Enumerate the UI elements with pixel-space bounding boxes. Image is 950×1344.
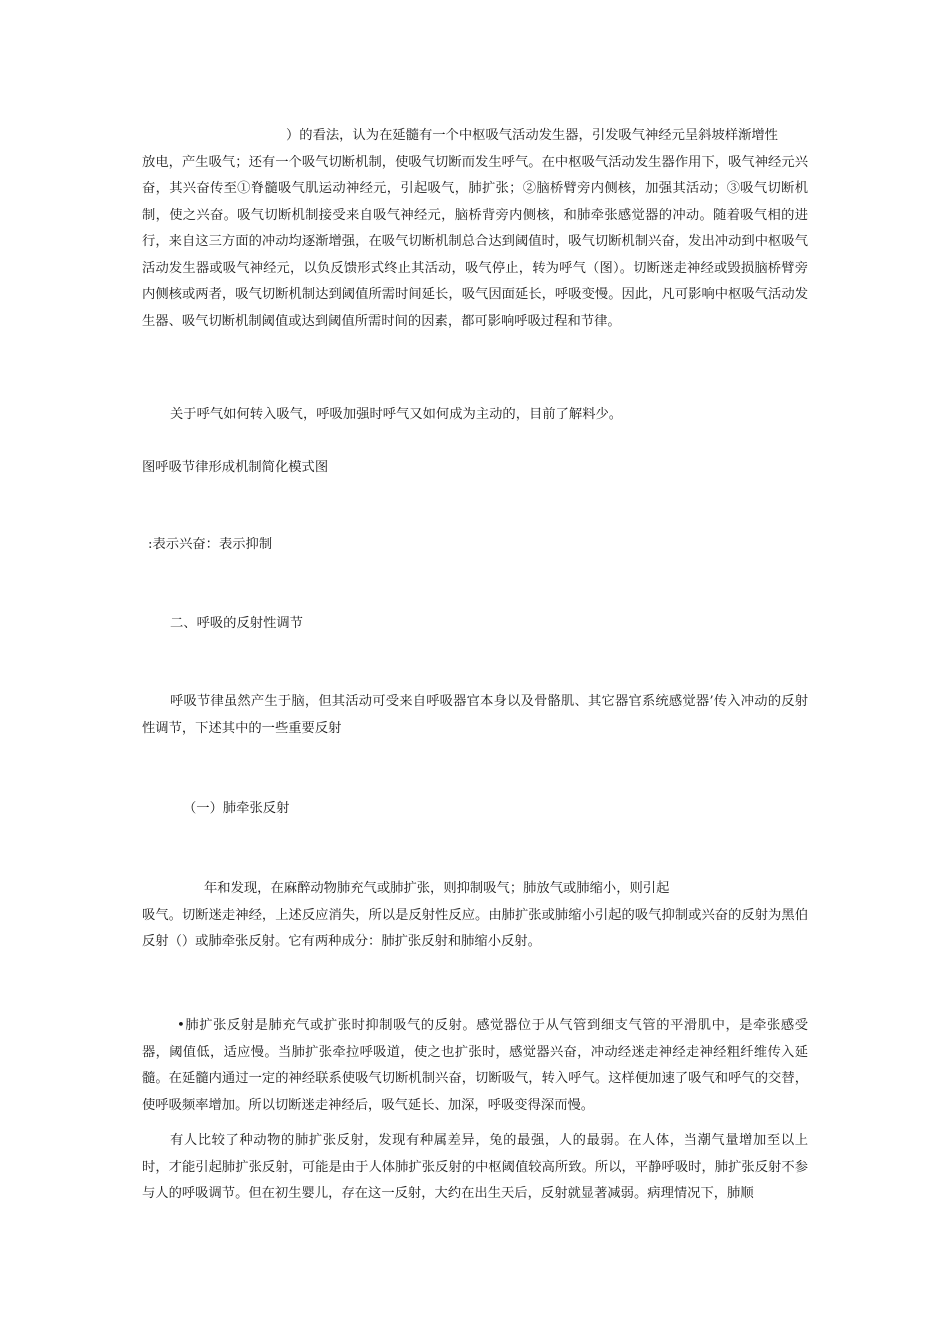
- paragraph-hering-breuer: [142, 876, 808, 956]
- section-heading: 二、呼吸的反射性调节: [170, 616, 303, 631]
- subsection-heading: （一）肺牵张反射: [183, 801, 290, 816]
- figure-legend: :表示兴奋：表示抑制: [148, 537, 273, 552]
- paragraph-reflex-intro: 呼吸节律虽然产生于脑，但其活动可受来自呼吸器官本身以及骨骼肌、其它器官系统感觉器’传入冲动的反射性调节，下述其中的一些重要反射: [142, 694, 808, 736]
- paragraph-expiration-note: 关于呼气如何转入吸气，呼吸加强时呼气又如何成为主动的，目前了解料少。: [170, 407, 623, 422]
- paragraph-body: 吸气。切断迷走神经，上述反应消失，所以是反射性反应。由肺扩张或肺缩小引起的吸气抑制或兴奋的反射为黑伯反射（）或肺牵张反射。它有两种成分：肺扩张反射和肺缩小反射。: [142, 907, 808, 949]
- paragraph-body: 放电，产生吸气；还有一个吸气切断机制，使吸气切断而发生呼气。在中枢吸气活动发生器作用下，吸气神经元兴奋，其兴奋传至①脊髓吸气肌运动神经元，引起吸气，肺扩张；②脑桥臂旁内侧核，加强其活动；③吸气切断机制，使之兴奋。吸气切断机制接受来自吸气神经元，脑桥背旁内侧核，和肺牵张感觉器的冲动。随着吸气相的进行，来自这三方面的冲动均逐渐增强，在吸气切断机制总合达到阈值时，吸气切断机制兴奋，发出冲动到中枢吸气活动发生器或吸气神经元，以负反馈形式终止其活动，吸气停止，转为呼气（图）。切断迷走神经或毁损脑桥臂旁内侧核或两者，吸气切断机制达到阈值所需时间延长，吸气因面延长，呼吸变慢。因此，凡可影响中枢吸气活动发生器、吸气切断机制阈值或达到阈值所需时间的因素，都可影响呼吸过程和节律。: [142, 154, 808, 329]
- figure-caption: 图呼吸节律形成机制简化模式图: [142, 460, 329, 475]
- paragraph-first-line: 年和发现，在麻醉动物肺充气或肺扩张，则抑制吸气；肺放气或肺缩小，则引起: [204, 881, 670, 896]
- paragraph-species-comparison: 有人比较了种动物的肺扩张反射，发现有种属差异，兔的最强，人的最弱。在人体，当潮气量增加至以上时，才能引起肺扩张反射，可能是由于人体肺扩张反射的中枢阈值较高所致。所以，平静呼吸时，肺扩张反射不参与人的呼吸调节。但在初生婴儿，存在这一反射，大约在出生天后，反射就显著减弱。病理情况下，肺顺: [142, 1133, 808, 1201]
- paragraph-first-line: ）的看法，认为在延髓有一个中枢吸气活动发生器，引发吸气神经元呈斜坡样渐增性: [286, 128, 778, 143]
- paragraph-inflation-reflex: •肺扩张反射是肺充气或扩张时抑制吸气的反射。感觉器位于从气管到细支气管的平滑肌中，是牵张感受器，阈值低，适应慢。当肺扩张牵拉呼吸道，使之也扩张时，感觉器兴奋，冲动经迷走神经走神经粗纤维传入延髓。在延髓内通过一定的神经联系使吸气切断机制兴奋，切断吸气，转入呼气。这样便加速了吸气和呼气的交替，使呼吸频率增加。所以切断迷走神经后，吸气延长、加深，呼吸变得深而慢。: [142, 1018, 808, 1113]
- paragraph-central-inspiratory-mechanism: [142, 123, 808, 335]
